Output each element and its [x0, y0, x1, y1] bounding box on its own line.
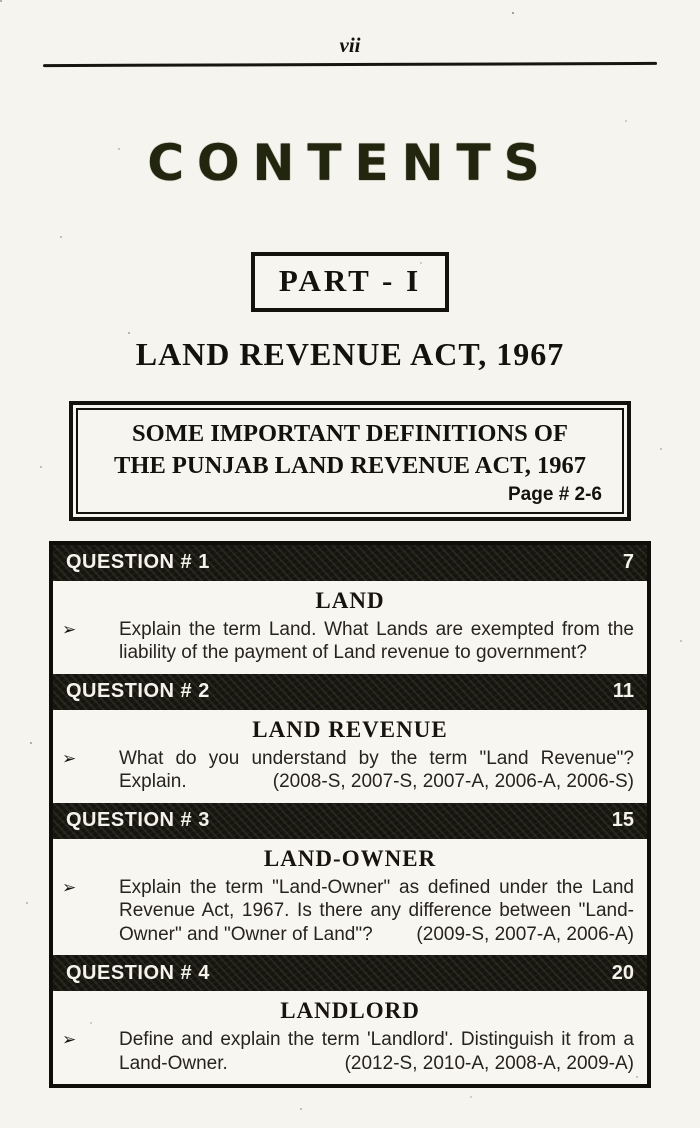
- question-3-item: [53, 876, 647, 956]
- question-3-header-bar: [53, 803, 647, 839]
- question-2-topic: LAND REVENUE: [252, 716, 448, 742]
- arrow-bullet-icon: ➢: [62, 748, 77, 768]
- definitions-box: [69, 401, 631, 521]
- question-1-label: QUESTION # 1: [66, 551, 210, 574]
- part-box: [251, 252, 449, 312]
- question-3-line-1: Explain the term "Land-Owner" as defined under the Land: [119, 876, 634, 898]
- question-4-line-2: [119, 1052, 634, 1076]
- question-2-citations: (2008-S, 2007-S, 2007-A, 2006-A, 2006-S): [272, 771, 634, 793]
- question-4-header-bar: [53, 955, 647, 991]
- question-3-page-number: 15: [611, 809, 634, 832]
- question-2-line-1: What do you understand by the term "Land Revenue"?: [119, 747, 634, 769]
- question-4-item: [53, 1028, 647, 1084]
- definitions-box-inner: [76, 408, 624, 514]
- question-1-line-2: liability of the payment of Land revenue to government?: [119, 642, 587, 664]
- act-title: LAND REVENUE ACT, 1967: [135, 336, 565, 372]
- question-4-label: QUESTION # 4: [66, 961, 210, 984]
- question-3-line-3: [119, 923, 634, 947]
- question-1-text: [119, 618, 634, 665]
- questions-list: [49, 541, 651, 1089]
- question-3-line-2: Revenue Act, 1967. Is there any difference between "Land-: [119, 900, 634, 922]
- folio-page-number: vii: [339, 33, 361, 57]
- definitions-line-1: SOME IMPORTANT DEFINITIONS OF: [132, 420, 568, 447]
- question-2-page-number: 11: [612, 680, 634, 703]
- header-rule: [43, 62, 657, 67]
- question-4-topic: LANDLORD: [280, 998, 420, 1024]
- question-1-topic: LAND: [315, 587, 385, 613]
- question-block-3: [53, 803, 647, 956]
- question-4-citations: (2012-S, 2010-A, 2008-A, 2009-A): [344, 1052, 634, 1074]
- scan-noise: [0, 0, 2, 2]
- definitions-page-ref: Page # 2-6: [508, 483, 602, 505]
- question-2-line-2-text: Explain.: [119, 771, 187, 793]
- question-1-line-1: Explain the term Land. What Lands are exempted from the: [119, 618, 634, 640]
- question-2-label: QUESTION # 2: [66, 680, 210, 703]
- question-3-label: QUESTION # 3: [66, 809, 210, 832]
- question-4-line-1: Define and explain the term 'Landlord'. Distinguish it from a: [119, 1029, 634, 1051]
- question-3-citations: (2009-S, 2007-A, 2006-A): [416, 923, 634, 945]
- question-4-line-2-text: Land-Owner.: [119, 1052, 228, 1074]
- question-2-item: [53, 747, 647, 803]
- definitions-line-2: THE PUNJAB LAND REVENUE ACT, 1967: [114, 452, 586, 480]
- question-1-page-number: 7: [622, 551, 634, 574]
- question-4-text: [119, 1028, 634, 1075]
- arrow-bullet-icon: ➢: [62, 1030, 77, 1050]
- question-3-topic: LAND-OWNER: [263, 845, 437, 871]
- question-block-4: [53, 955, 647, 1084]
- arrow-bullet-icon: ➢: [62, 877, 77, 897]
- arrow-bullet-icon: ➢: [62, 619, 77, 639]
- question-2-text: [119, 747, 634, 794]
- question-1-header-bar: [53, 545, 647, 581]
- question-3-text: [119, 876, 634, 947]
- question-2-header-bar: [53, 674, 647, 710]
- part-label: PART - I: [278, 263, 422, 298]
- question-block-1: [53, 545, 647, 674]
- question-1-item: [53, 618, 647, 674]
- question-4-page-number: 20: [611, 961, 634, 984]
- question-3-line-3-text: Owner" and "Owner of Land"?: [119, 923, 373, 945]
- contents-title: CONTENTS: [147, 134, 553, 192]
- question-2-line-2: [119, 770, 634, 794]
- question-block-2: [53, 674, 647, 803]
